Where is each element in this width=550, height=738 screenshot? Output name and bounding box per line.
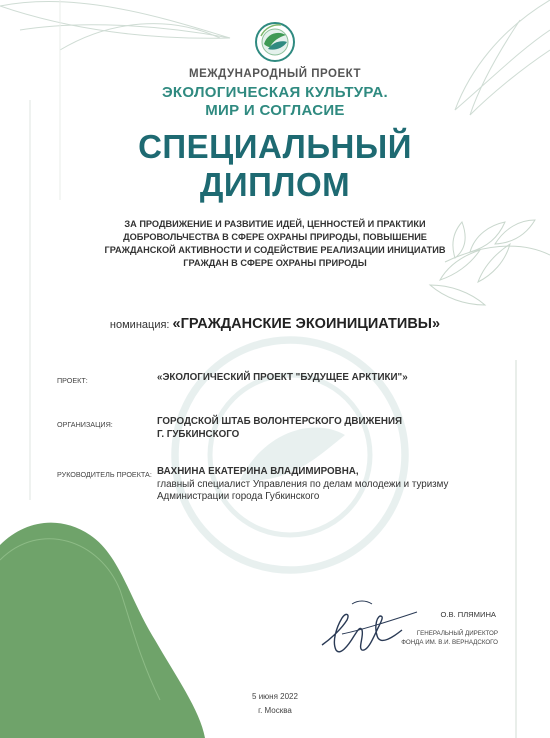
project-name-line1: ЭКОЛОГИЧЕСКАЯ КУЛЬТУРА.	[161, 84, 389, 101]
signatory-position-line1: ГЕНЕРАЛЬНЫЙ ДИРЕКТОР	[416, 630, 498, 637]
diploma-title	[0, 128, 550, 204]
leader-row-value	[157, 466, 448, 504]
issue-city: г. Москва	[258, 706, 292, 715]
organization-row-label: ОРГАНИЗАЦИЯ:	[57, 420, 113, 429]
top-left-leaf-decoration	[0, 1, 230, 50]
leader-name: ВАХНИНА ЕКАТЕРИНА ВЛАДИМИРОВНА,	[157, 466, 359, 477]
title-line2: ДИПЛОМ	[199, 166, 351, 203]
signature	[312, 590, 422, 660]
organization-row-value	[157, 416, 402, 441]
signatory-position-line2: ФОНДА ИМ. В.И. ВЕРНАДСКОГО	[401, 639, 498, 646]
signatory-name: О.В. ПЛЯМИНА	[440, 610, 496, 619]
watermark-emblem	[165, 330, 415, 580]
nomination	[0, 316, 550, 332]
project-label: МЕЖДУНАРОДНЫЙ ПРОЕКТ	[189, 68, 361, 80]
nomination-label: номинация:	[109, 319, 170, 331]
project-row-value: «ЭКОЛОГИЧЕСКИЙ ПРОЕКТ "БУДУЩЕЕ АРКТИКИ"»	[157, 372, 408, 383]
project-name	[0, 84, 550, 120]
project-row-label: ПРОЕКТ:	[57, 376, 88, 385]
award-description: ЗА ПРОДВИЖЕНИЕ И РАЗВИТИЕ ИДЕЙ, ЦЕННОСТЕЙ И ПРАКТИКИ ДОБРОВОЛЬЧЕСТВА В СФЕРЕ ОХРАНЫ ПРИРОДЫ, ПОВЫШЕНИЕ ГРАЖДАНСКОЙ АКТИВНОСТИ И СОДЕЙСТВИЕ РЕАЛИЗАЦИИ ИНИЦИАТИВ ГРАЖДАН В СФЕРЕ ОХРАНЫ ПРИРОДЫ	[104, 219, 446, 268]
issue-date: 5 июня 2022	[252, 692, 298, 701]
project-name-line2: МИР И СОГЛАСИЕ	[205, 102, 345, 119]
organization-line1: ГОРОДСКОЙ ШТАБ ВОЛОНТЕРСКОГО ДВИЖЕНИЯ	[157, 416, 403, 427]
title-line1: СПЕЦИАЛЬНЫЙ	[138, 128, 412, 165]
signatory-position	[348, 629, 498, 647]
project-logo	[253, 20, 297, 64]
nomination-value: «ГРАЖДАНСКИЕ ЭКОИНИЦИАТИВЫ»	[172, 316, 441, 332]
leader-row-label: РУКОВОДИТЕЛЬ ПРОЕКТА:	[57, 470, 152, 479]
leader-position-line1: главный специалист Управления по делам молодежи и туризму	[157, 478, 449, 490]
leader-position-line2: Администрации города Губкинского	[157, 491, 320, 502]
organization-line2: Г. ГУБКИНСКОГО	[157, 428, 240, 440]
